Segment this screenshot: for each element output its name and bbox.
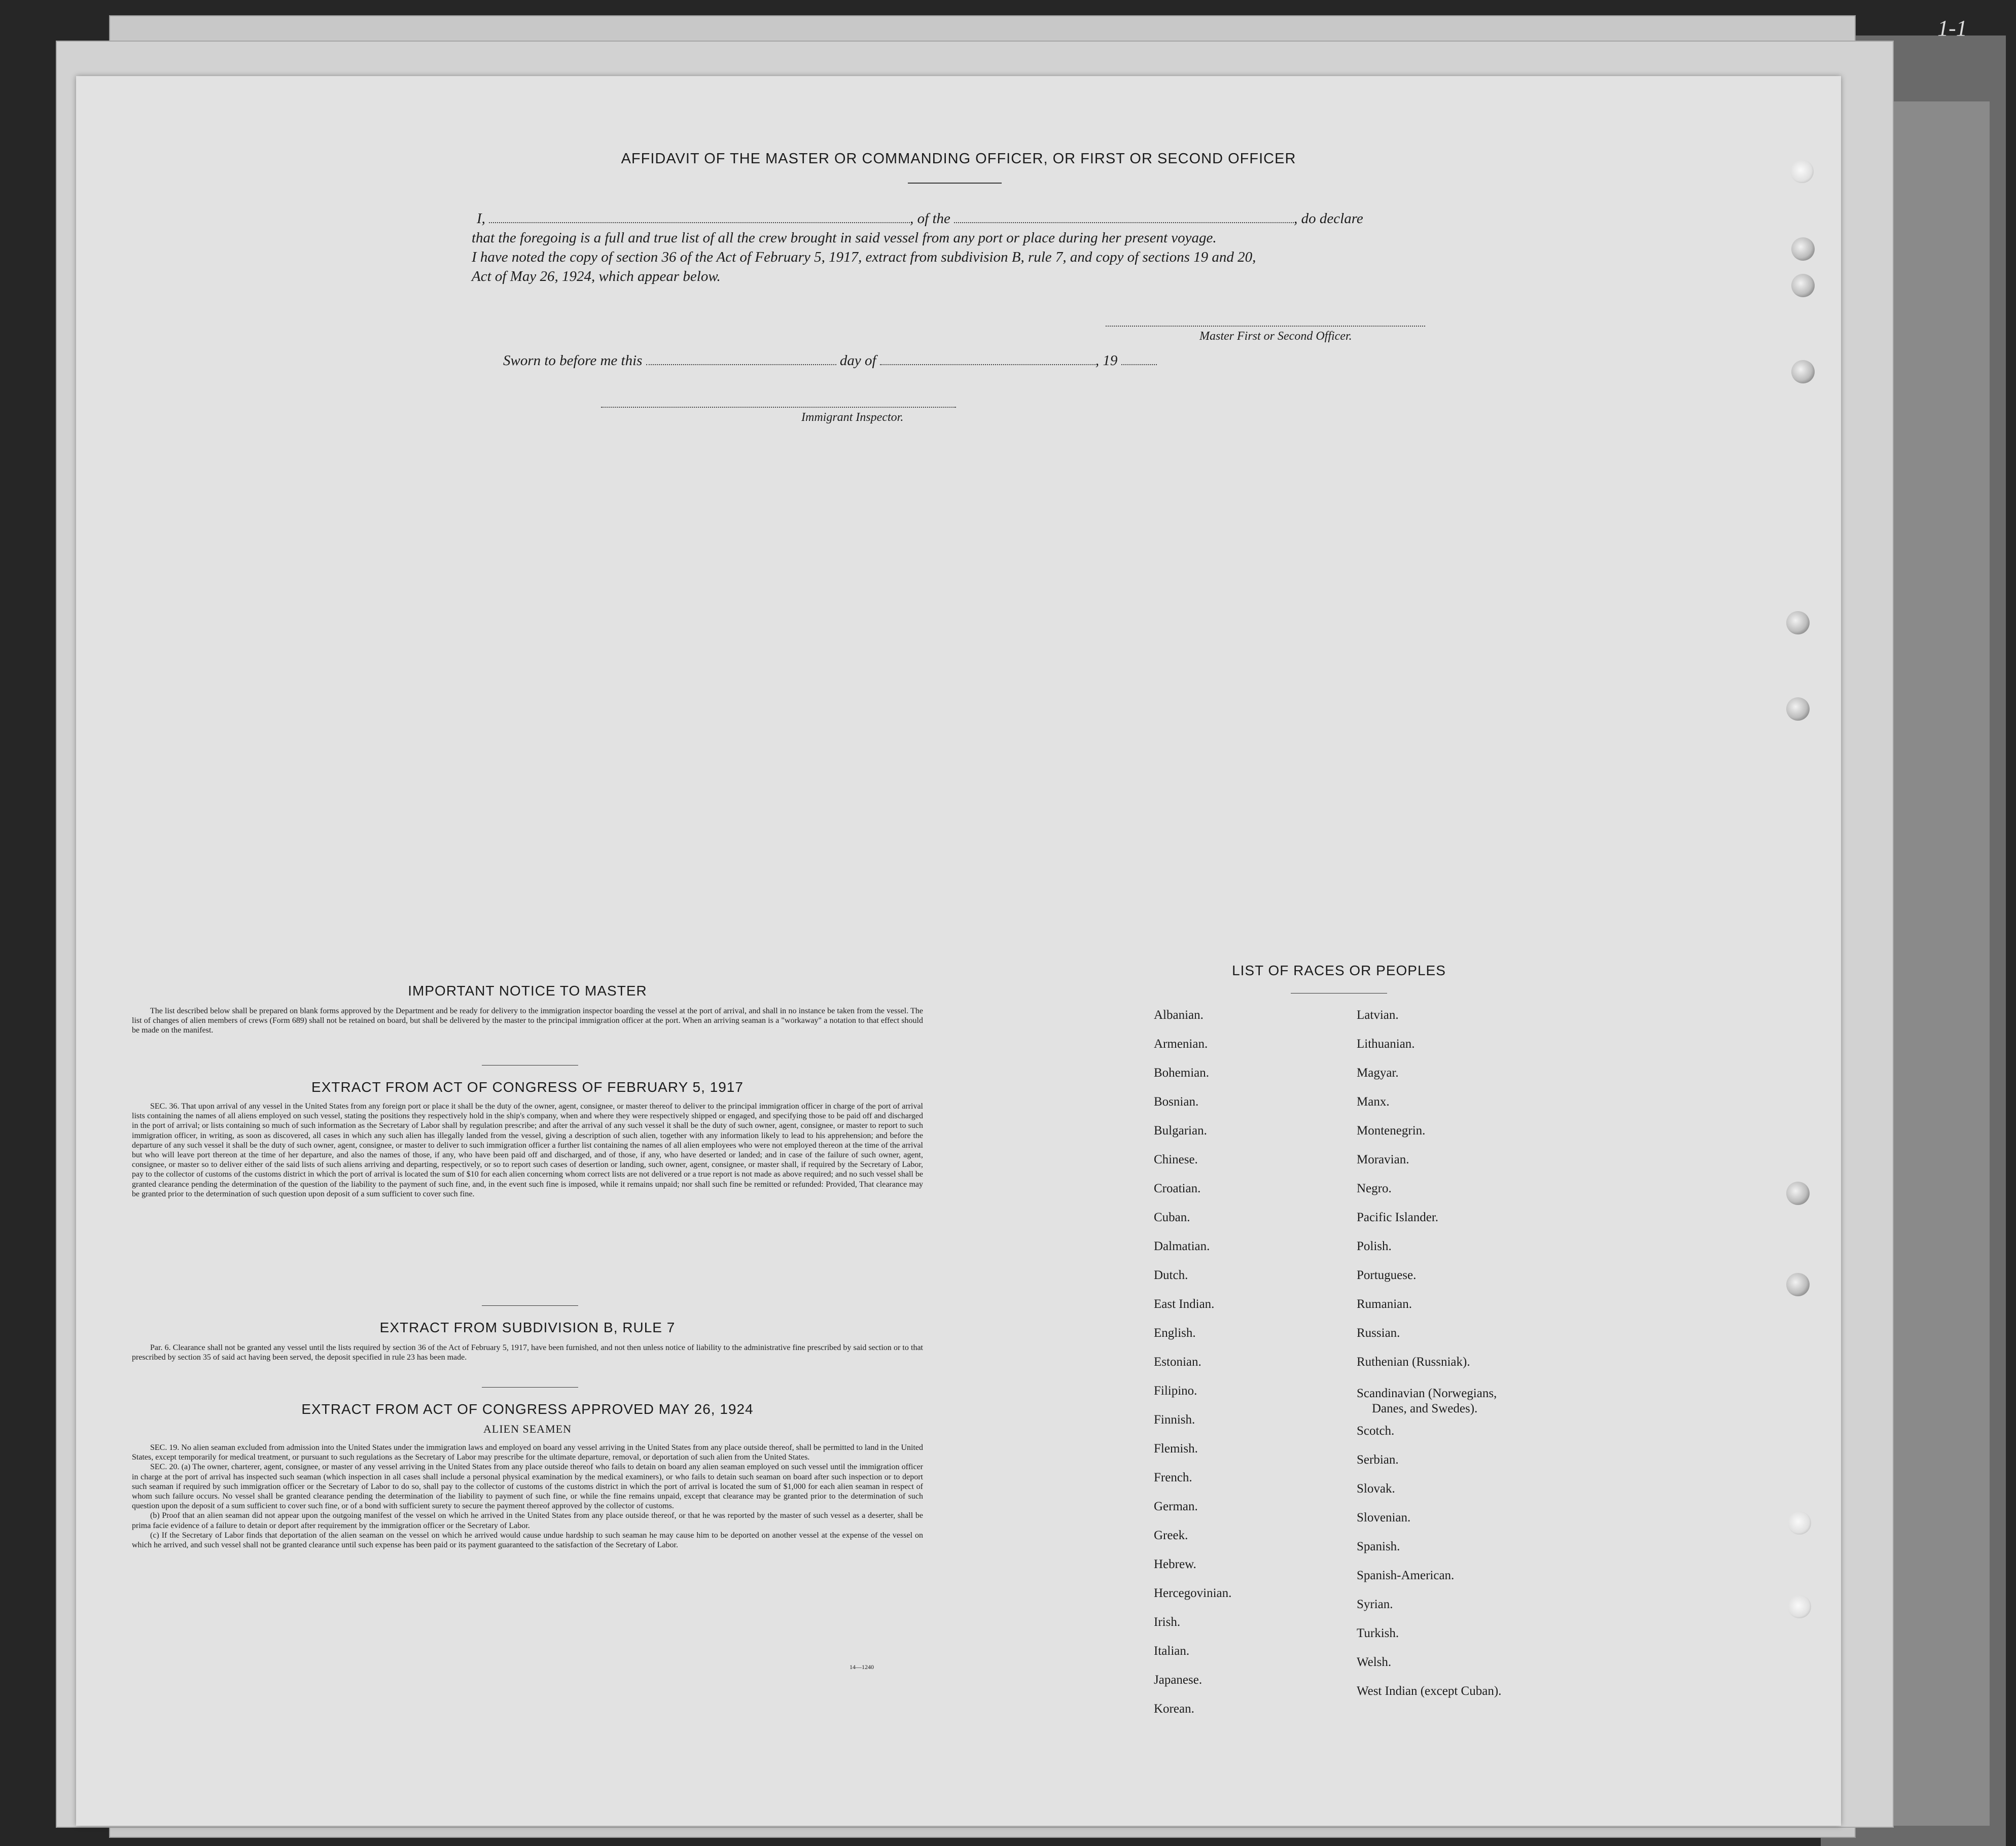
day-of-label: day of [839,352,876,369]
race-item: Albanian. [1154,1008,1204,1022]
section-rule [482,1065,578,1066]
punch-hole [1786,1182,1810,1205]
punch-hole [1791,360,1815,383]
affidavit-title: AFFIDAVIT OF THE MASTER OR COMMANDING OFFICER, OR FIRST OR SECOND OFFICER [621,151,1296,167]
race-item: Montenegrin. [1357,1124,1426,1138]
race-item: Slovak. [1357,1482,1395,1496]
race-item: Russian. [1357,1326,1400,1340]
race-item: Hebrew. [1154,1557,1196,1571]
sec20c-text: (c) If the Secretary of Labor finds that deportation of the alien seaman on the vessel on which he arrived would cause undue hardship to such seaman he may cause him to be deported on another vessel at the expense of the vessel on which he arrived, and such vessel shall not be granted clearance until such expense has been paid or its payment guaranteed to the satisfaction of the Secretary of Labor. [132,1531,923,1550]
year-label: , 19 [1095,352,1118,369]
race-item: Latvian. [1357,1008,1399,1022]
affidavit-line-3: I have noted the copy of section 36 of the Act of February 5, 1917, extract from subdivision B, rule 7, and copy of sections 19 and 20, [472,249,1256,265]
race-item: Serbian. [1357,1453,1399,1467]
extract-rule7-text: Par. 6. Clearance shall not be granted any vessel until the lists required by section 36 of the Act of February 5, 1917, have been furnished, and not then unless notice of liability to the administrative fine prescribed by said section or to that prescribed by section 35 of said act having been served, the deposit specified in rule 23 has been made. [132,1343,923,1362]
race-item: East Indian. [1154,1297,1215,1311]
affidavit-of-the: , of the [910,210,950,227]
race-item: Flemish. [1154,1442,1198,1456]
punch-hole [1788,1595,1811,1618]
affidavit-i: I, [477,210,485,227]
race-item: Croatian. [1154,1182,1201,1195]
race-item: Portuguese. [1357,1268,1417,1282]
race-item: English. [1154,1326,1196,1340]
sworn-day-blank[interactable] [646,353,836,365]
race-item: West Indian (except Cuban). [1357,1684,1502,1698]
race-item: Welsh. [1357,1655,1392,1669]
extract-1917-text: SEC. 36. That upon arrival of any vessel in the United States from any foreign port or place it shall be the duty of the owner, agent, consignee, or master thereof to deliver to the principal immigration officer in charge of the port of arrival lists containing the names of all aliens employed on such vessel, stating the positions they respectively hold in the ship's company, when and where they were respectively shipped or engaged, and specifying those to be paid off and discharged in the port of arrival; or lists containing so much of such information as the Secretary of Labor shall by regulation prescribe; and after the arrival of any such vessel it shall be the duty of such owner, agent, consignee, or master to report to such immigration officer, in writing, as soon as discovered, all cases in which any such alien has illegally landed from the vessel, giving a description of such alien, together with any information likely to lead to his apprehension; and before the departure of any such vessel it shall be the duty of such owner, agent, consignee, or master to deliver to such immigration officer a further list containing the names of all alien employees who were not employed thereon at the time of the arrival but who will leave port thereon at the time of her departure, and also the names of those, if any, who have been paid off and discharged, and of those, if any, who have deserted or landed; and in case of the failure of such owner, agent, consignee, or master so to deliver either of the said lists of such aliens arriving and departing, respectively, or so to report such cases of desertion or landing, such owner, agent, consignee, or master shall, if required by the Secretary of Labor, pay to the collector of customs of the customs district in which the port of arrival is located the sum of $10 for each alien concerning whom correct lists are not delivered or a true report is not made as above required; and no such vessel shall be granted clearance pending the determination of the question of the liability to the payment of such fine, and, in the event such fine is imposed, while it remains unpaid; nor shall such fine be remitted or refunded: Provided, That clearance may be granted prior to the determination of such question upon deposit of a sum sufficient to cover such fine. [132,1102,923,1198]
punch-hole [1788,1511,1811,1535]
race-item: Slovenian. [1357,1511,1411,1524]
affidavit-line-1 [477,210,1363,227]
title-rule [908,183,1002,184]
section-rule [482,1387,578,1388]
inspector-label: Immigrant Inspector. [801,411,904,424]
race-item: Chinese. [1154,1153,1198,1166]
vessel-blank[interactable] [954,211,1294,223]
race-item: Manx. [1357,1095,1390,1109]
sworn-month-blank[interactable] [880,353,1095,365]
race-item: Turkish. [1357,1626,1399,1640]
race-item: Armenian. [1154,1037,1208,1051]
race-item: Filipino. [1154,1384,1197,1398]
extract-rule7-title: EXTRACT FROM SUBDIVISION B, RULE 7 [379,1320,676,1335]
notice-title: IMPORTANT NOTICE TO MASTER [408,983,647,999]
race-item: Korean. [1154,1702,1194,1716]
race-item: Rumanian. [1357,1297,1412,1311]
punch-hole [1786,1273,1810,1296]
extract-rule7-block [132,1343,923,1362]
sec19-text: SEC. 19. No alien seaman excluded from admission into the United States under the immigration laws and employed on board any vessel arriving in the United States from any place outside thereof, shall be permitted to land in the United States, except temporarily for medical treatment, or pursuant to such regulations as the Secretary of Labor may prescribe for the ultimate departure, removal, or deportation of such alien from the United States. [132,1443,923,1462]
extract-1917-title: EXTRACT FROM ACT OF CONGRESS OF FEBRUARY 5, 1917 [311,1079,744,1095]
races-title: LIST OF RACES OR PEOPLES [1232,963,1446,978]
punch-hole [1791,237,1815,261]
name-blank[interactable] [489,211,910,223]
notice-text: The list described below shall be prepared on blank forms approved by the Department and be ready for delivery to the immigration inspector boarding the vessel at the port of arrival, and shall in no instance be taken from the vessel. The list of changes of alien members of crews (Form 689) shall not be retained on board, but shall be delivered by the master to the principal immigration officer at the port. When an arriving seaman is a "workaway" a notation to that effect should be made on the manifest. [132,1007,923,1035]
race-item: Dutch. [1154,1268,1188,1282]
master-signature-line[interactable] [1106,326,1425,327]
race-item: Estonian. [1154,1355,1201,1369]
extract-1917-block [132,1102,923,1199]
race-item: Irish. [1154,1615,1181,1629]
master-label: Master First or Second Officer. [1199,330,1352,343]
affidavit-line-2: that the foregoing is a full and true list of all the crew brought in said vessel from any port or place during her present voyage. [472,230,1217,246]
sworn-line [503,352,1157,369]
punch-hole [1786,611,1810,634]
race-item: Finnish. [1154,1413,1195,1427]
race-item: Lithuanian. [1357,1037,1415,1051]
race-item: Spanish. [1357,1540,1400,1553]
race-item: Hercegovinian. [1154,1586,1232,1600]
punch-hole [1791,274,1815,297]
corner-mark: 1-1 [1937,16,1967,41]
race-item: Cuban. [1154,1211,1190,1224]
sworn-label: Sworn to before me this [503,352,643,369]
crew-list-page [76,76,1841,1826]
race-item: Polish. [1357,1239,1392,1253]
punch-hole [1786,697,1810,721]
race-item: Dalmatian. [1154,1239,1210,1253]
inspector-signature-line[interactable] [601,407,956,408]
section-rule [482,1305,578,1306]
race-item: Bulgarian. [1154,1124,1207,1138]
race-item: Danes, and Swedes). [1372,1402,1478,1415]
extract-1924-block [132,1443,923,1550]
race-item: Scandinavian (Norwegians, [1357,1387,1497,1400]
extract-1924-subtitle: ALIEN SEAMEN [483,1423,572,1435]
race-item: Bohemian. [1154,1066,1210,1080]
race-item: Spanish-American. [1357,1569,1455,1582]
notice-text-block [132,1006,923,1036]
race-item: French. [1154,1471,1192,1484]
race-item: Moravian. [1357,1153,1409,1166]
print-code: 14—1240 [850,1663,874,1671]
race-item: German. [1154,1500,1198,1513]
race-item: Syrian. [1357,1598,1393,1611]
affidavit-line-4: Act of May 26, 1924, which appear below. [472,268,721,285]
race-item: Bosnian. [1154,1095,1199,1109]
extract-1924-title: EXTRACT FROM ACT OF CONGRESS APPROVED MAY 26, 1924 [301,1401,754,1417]
race-item: Scotch. [1357,1424,1395,1438]
race-item: Greek. [1154,1529,1188,1542]
race-item: Magyar. [1357,1066,1399,1080]
race-item: Pacific Islander. [1357,1211,1439,1224]
affidavit-declare: , do declare [1294,210,1363,227]
sworn-year-blank[interactable] [1121,353,1157,365]
race-item: Japanese. [1154,1673,1202,1687]
sec20a-text: SEC. 20. (a) The owner, charterer, agent, consignee, or master of any vessel arriving in the United States from any place outside thereof who fails to detain on board any alien seaman employed on such vessel until the immigration officer in charge at the port of arrival has inspected such seaman (which inspection in all cases shall include a personal physical examination by the medical examiners), or who fails to detain such seaman on board after such inspection or to deport such seaman if required by such immigration officer or the Secretary of Labor to do so, shall pay to the collector of customs of the customs district in which the port of arrival is located the sum of $1,000 for each alien seaman in respect of whom such failure occurs. No vessel shall be granted clearance pending the determination of the liability to payment of such fine, or while the fine remains unpaid, except that clearance may be granted prior to the determination of such question upon the deposit of a sum sufficient to cover such fine, or of a bond with sufficient surety to secure the payment thereof approved by the collector of customs. [132,1463,923,1511]
race-item: Ruthenian (Russniak). [1357,1355,1470,1369]
race-item: Negro. [1357,1182,1392,1195]
sec20b-text: (b) Proof that an alien seaman did not appear upon the outgoing manifest of the vessel on which he arrived in the United States from any place outside thereof, or that he was reported by the master of such vessel as a deserter, shall be prima facie evidence of a failure to detain or deport after requirement by the immigration officer or the Secretary of Labor. [132,1511,923,1530]
race-item: Italian. [1154,1644,1190,1658]
